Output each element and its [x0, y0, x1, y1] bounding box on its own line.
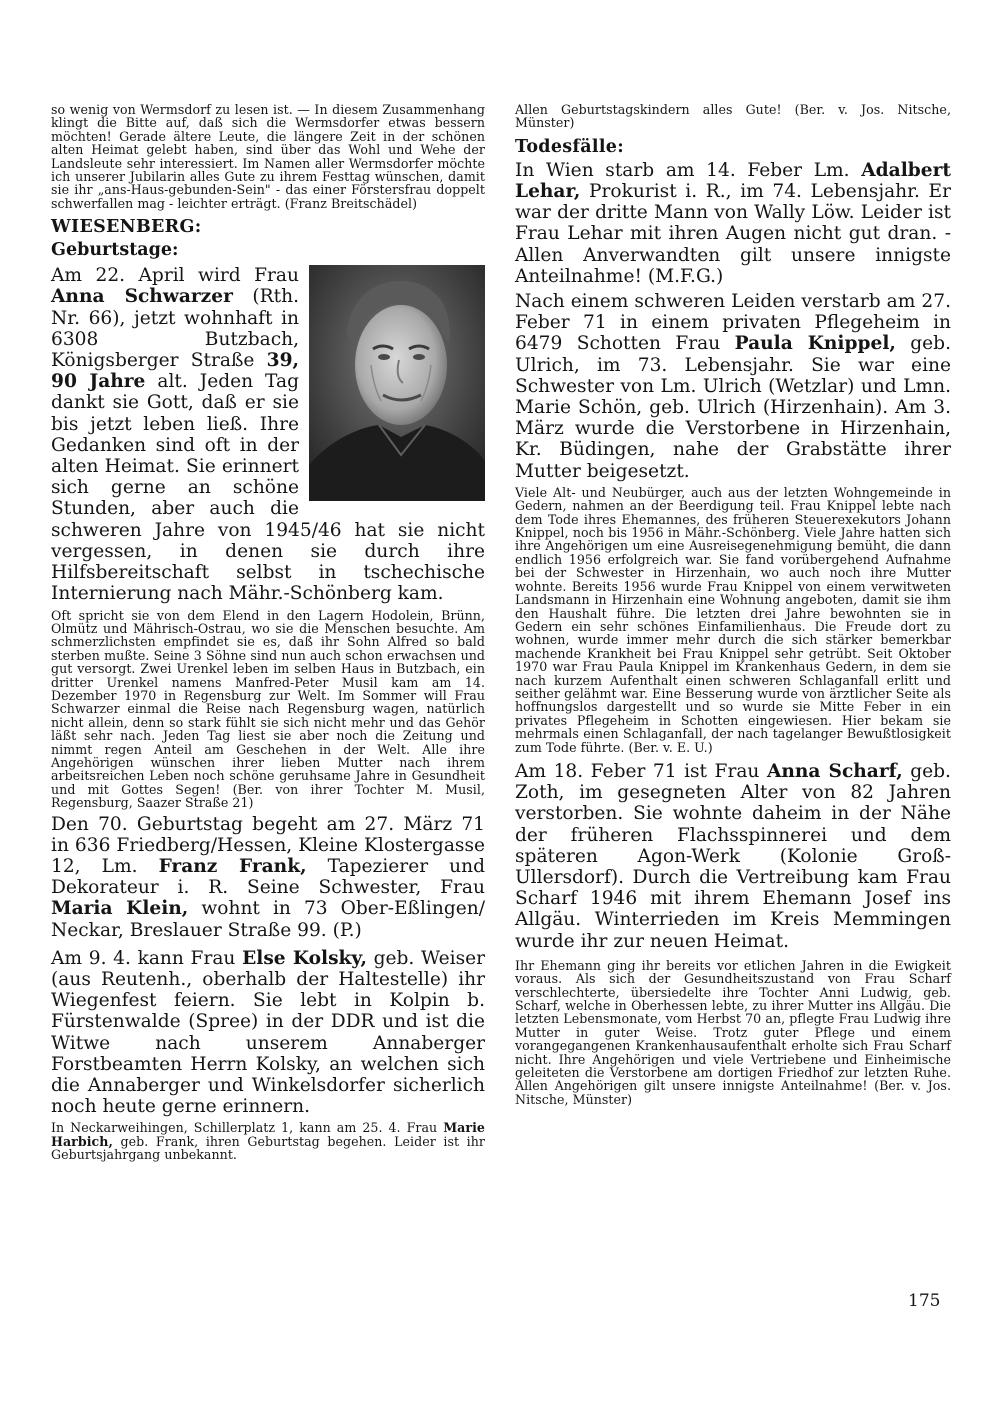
paragraph-lehar: In Wien starb am 14. Feber Lm. Adalbert Lehar, Prokurist i. R., im 74. Lebensjahr. Er war der dritte Mann von Wally Löw. Leider ist Frau Lehar mit ihren Augen nicht gut dran. - Allen Anverwandten gilt unsere innigste Anteilnahme! (M.F.G.): [515, 159, 951, 287]
right-column: [515, 103, 951, 1106]
paragraph-kolsky: Am 9. 4. kann Frau Else Kolsky, geb. Weiser (aus Reutenh., oberhalb der Haltestelle) ihr Wiegenfest feiern. Sie lebt in Kolpin b. Fürstenwalde (Spree) in der DDR und ist die Witwe nach unserem Annaberger Forstbeamten Herrn Kolsky, an welchen sich die Annaberger und Winkelsdorfer sicherlich noch heute gerne erinnern.: [51, 947, 485, 1118]
section-heading-wiesenberg: WIESENBERG:: [51, 217, 202, 238]
name-anna-schwarzer: Anna Schwarzer: [51, 286, 233, 308]
paragraph-schwarzer-details: Oft spricht sie von dem Elend in den Lagern Hodolein, Brünn, Olmütz und Mährisch-Ostrau, wo sie die Menschen besuchte. Am schmerzlichsten empfindet sie es, daß ihr Sohn Alfred so bald sterben mußte. Seine 3 Söhne sind nun auch schon erwachsen und gut versorgt. Zwei Urenkel leben im selben Haus in Butzbach, ein dritter Urenkel namens Manfred-Peter Musil kam am 14. Dezember 1970 in Regensburg zur Welt. Im Sommer will Frau Schwarzer einmal die Reise nach Regensburg wagen, natürlich nicht allein, denn so stark fühlt sie sich nicht mehr und das Gehör läßt sehr nach. Jeden Tag liest sie aber noch die Zeitung und nimmt regen Anteil am Geschehen in der Welt. Alle ihre Angehörigen wünschen ihrer lieben Mutter nach ihrem arbeitsreichen Leben noch schöne geruhsame Jahre in Gesundheit und mit Gottes Segen! (Ber. von ihrer Tochter M. Musil, Regensburg, Saazer Straße 21): [51, 607, 485, 811]
name-adalbert-lehar: Adalbert Lehar,: [515, 159, 951, 203]
name-paula-knippel: Paula Knippel,: [734, 333, 896, 355]
paragraph-harbich: In Neckarweihingen, Schillerplatz 1, kann am 25. 4. Frau Marie Harbich, geb. Frank, ihren Geburtstag begehen. Leider ist ihr Geburtsjahrgang unbekannt.: [51, 1120, 485, 1163]
greeting-paragraph: Allen Geburtstagskindern alles Gute! (Ber. v. Jos. Nitsche, Münster): [515, 102, 951, 131]
subheading-geburtstage: Geburtstage:: [51, 240, 179, 261]
paragraph-schwarzer: Am 22. April wird Frau Anna Schwarzer (Rth. Nr. 66), jetzt wohnhaft in 6308 Butzbach, Königsberger Straße 39, 90 Jahre alt. Jeden Tag dankt sie Gott, daß er sie bis jetzt leben ließ. Ihre Gedanken sind oft in der alten Heimat. Sie erinnert sich gerne an schöne Stunden, aber auch die schweren Jahre von 1945/46 hat sie nicht vergessen, in denen sie durch ihre Hilfsbereitschaft selbst in tschechische Internierung nach Mähr.-Schönberg kam.: [51, 265, 485, 605]
left-column: [51, 103, 485, 1162]
portrait-photo: [309, 265, 485, 501]
name-else-kolsky: Else Kolsky,: [242, 947, 367, 969]
section-heading-todesfaelle: Todesfälle:: [515, 136, 624, 157]
name-anna-scharf: Anna Scharf,: [766, 760, 903, 782]
name-maria-klein: Maria Klein,: [51, 898, 189, 920]
paragraph-scharf-details: Ihr Ehemann ging ihr bereits vor etlichen Jahren in die Ewigkeit voraus. Als sich der Gesundheitszustand von Frau Scharf verschlechterte, übersiedelte ihre Tochter Anni Ludwig, geb. Scharf, welche in Oberhessen lebte, zu ihrer Mutter ins Allgäu. Die letzten Lebensmonate, vom Herbst 70 an, pflegte Frau Ludwig ihre Mutter in guter Weise. Trotz guter Pflege und einem vorangegangenen Krankenhausaufenthalt erholte sich Frau Scharf nicht. Ihre Angehörigen und viele Vertriebene und Einheimische geleiteten die Verstorbene am dortigen Friedhof zur letzten Ruhe. Allen Angehörigen gilt unsere innigste Anteilnahme! (Ber. v. Jos. Nitsche, Münster): [515, 957, 951, 1107]
paragraph-frank: Den 70. Geburtstag begeht am 27. März 71 in 636 Friedberg/Hessen, Kleine Klostergasse 12, Lm. Franz Frank, Tapezierer und Dekorateur i. R. Seine Schwester, Frau Maria Klein, wohnt in 73 Ober-Eßlingen/ Neckar, Breslauer Straße 99. (P.): [51, 813, 485, 941]
paragraph-knippel-details: Viele Alt- und Neubürger, auch aus der letzten Wohngemeinde in Gedern, nahmen an der Beerdigung teil. Frau Knippel lebte nach dem Tode ihres Ehemannes, des früheren Steuerexekutors Johann Knippel, noch bis 1956 in Mähr.-Schönberg. Viele Jahre hatten sich ihre Angehörigen um eine Ausreisegenehmigung bemüht, die dann endlich 1956 erfolgreich war. Sie fand vorübergehend Aufnahme bei der Schwester in Hirzenhain, wo auch noch ihre Mutter wohnte. Bereits 1956 wurde Frau Knippel von einem verwitweten Landsmann in Hirzenhain eine Wohnung angeboten, damit sie ihm den Haushalt führe. Die letzten drei Jahre bewohnten sie in Gedern ein sehr schönes Einfamilienhaus. Die Freude dort zu wohnen, wurde immer mehr durch die sich stärker bemerkbar machende Krankheit bei Frau Knippel sehr getrübt. Seit Oktober 1970 war Frau Paula Knippel im Krankenhaus Gedern, in dem sie nach kurzem Aufenthalt einen schweren Schlaganfall erlitt und seither gelähmt war. Eine Besserung wurde von ärztlicher Seite als hoffnungslos dargestellt und so wurde sie Mitte Feber in ein privates Pflegeheim in Schotten eingewiesen. Hier bekam sie mehrmals einen Schlaganfall, der nach tagelanger Bewußtlosigkeit zum Tode führte. (Ber. v. E. U.): [515, 484, 951, 755]
paragraph-scharf: Am 18. Feber 71 ist Frau Anna Scharf, geb. Zoth, im gesegneten Alter von 82 Jahren verstorben. Sie wohnte daheim in der Nähe der früheren Flachsspinnerei und dem späteren Agon-Werk (Kolonie Groß-Ullersdorf). Durch die Vertreibung kam Frau Scharf 1946 mit ihrem Ehemann Josef ins Allgäu. Winterrieden im Kreis Memmingen wurde ihr zur neuen Heimat.: [515, 760, 951, 952]
page-number: 175: [908, 1291, 941, 1311]
name-marie-harbich: Marie Harbich,: [51, 1120, 485, 1149]
intro-paragraph: so wenig von Wermsdorf zu lesen ist. — In diesem Zusammenhang klingt die Bitte auf, daß sich die Wermsdorfer etwas bessern möchten! Gerade ältere Leute, die längere Zeit in der schönen alten Heimat gelebt haben, sind über das Wohl und Wehe der Landsleute sehr interessiert. Im Namen aller Wermsdorfer möchte ich unserer Jubilarin alles Gute zu ihrem Festtag wünschen, damit sie ihr „ans-Haus-gebunden-Sein" - das einer Förstersfrau doppelt schwerfallen mag - leichter erträgt. (Franz Breitschädel): [51, 102, 485, 211]
paragraph-knippel: Nach einem schweren Leiden verstarb am 27. Feber 71 in einem privaten Pflegeheim in 6479 Schotten Frau Paula Knippel, geb. Ulrich, im 73. Lebensjahr. Sie war eine Schwester von Lm. Ulrich (Wetzlar) und Lmn. Marie Schön, geb. Ulrich (Hirzenhain). Am 3. März wurde die Verstorbene in Hirzenhain, Kr. Büdingen, nahe der Grabstätte ihrer Mutter beigesetzt.: [515, 291, 951, 482]
name-franz-frank: Franz Frank,: [158, 856, 307, 877]
